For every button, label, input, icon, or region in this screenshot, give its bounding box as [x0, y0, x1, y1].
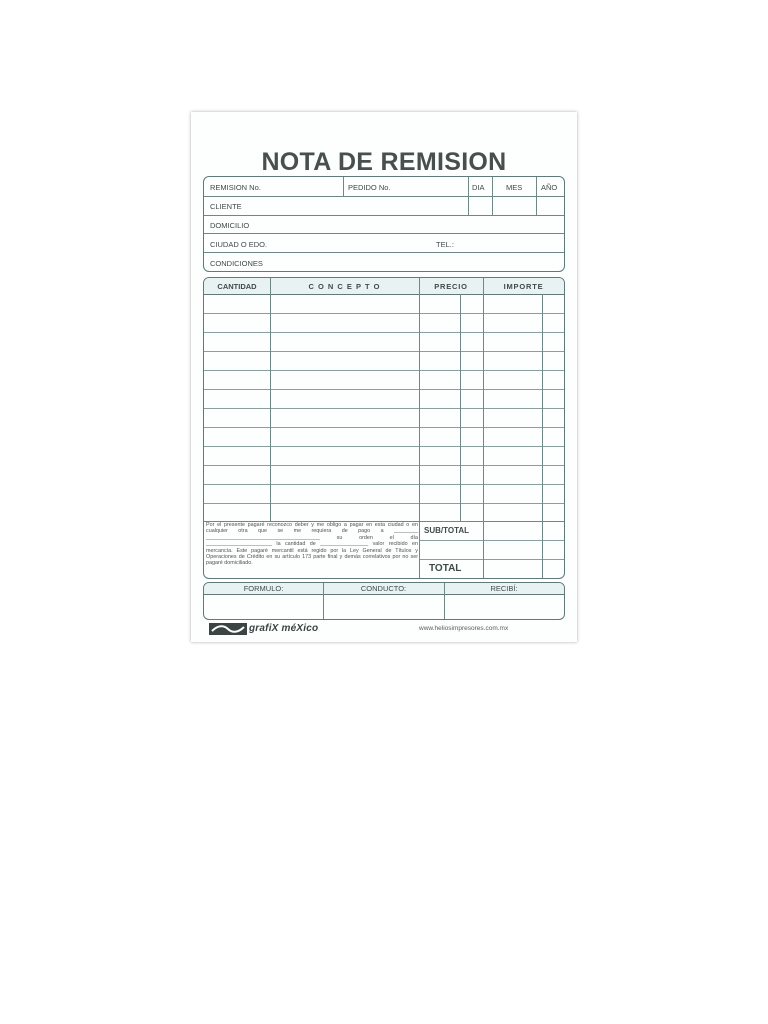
remision-number-label: REMISION No.: [210, 183, 261, 192]
header-vline: [536, 177, 537, 215]
item-row-line: [204, 408, 564, 409]
pedido-number-label: PEDIDO No.: [348, 183, 391, 192]
item-row-line: [204, 465, 564, 466]
domicilio-label: DOMICILIO: [210, 221, 250, 230]
dia-label: DIA: [472, 183, 485, 192]
item-row-line: [204, 446, 564, 447]
grafix-wave-logo-icon: [209, 623, 247, 635]
mes-label: MES: [506, 183, 523, 192]
ciudad-label: CIUDAD O EDO.: [210, 240, 268, 249]
brand-name: grafiX méXico: [249, 623, 319, 634]
item-col-line: [483, 278, 484, 578]
cliente-label: CLIENTE: [210, 202, 242, 211]
item-row-line: [204, 484, 564, 485]
items-table: [203, 277, 565, 579]
remission-note-form: [191, 112, 577, 642]
header-divider: [204, 233, 564, 234]
item-row-line: [204, 370, 564, 371]
header-vline: [468, 177, 469, 215]
item-row-line: [204, 351, 564, 352]
signature-box: [203, 582, 565, 620]
website-url: www.heliosimpresores.com.mx: [419, 625, 509, 632]
header-divider: [204, 215, 564, 216]
item-col-line: [270, 278, 271, 521]
formulo-label: FORMULO:: [243, 584, 284, 593]
anio-label: AÑO: [541, 183, 558, 192]
form-title: NOTA DE REMISION: [261, 148, 507, 176]
subtotal-label: SUB/TOTAL: [424, 526, 470, 535]
header-divider: [204, 196, 564, 197]
promissory-note-text: Por el presente pagaré reconozco deber y me obligo a pagar en esta ciudad o en cualquier otra que se me requiera de pago a ________ ______________________________________ su orden el día ______________________ la cantidad de ________________ valor recibido en mercancía. Este pagaré mercantil está regido por la Ley General de Títulos y Operaciones de Crédito en su artículo 173 parte final y demás correlativos por no ser pagaré domiciliado.: [206, 522, 418, 567]
conducto-label: CONDUCTO:: [360, 584, 407, 593]
header-divider: [204, 252, 564, 253]
item-col-line: [419, 278, 420, 578]
item-col-line: [542, 294, 543, 578]
condiciones-label: CONDICIONES: [210, 259, 263, 268]
item-row-line: [204, 427, 564, 428]
item-row-line: [204, 389, 564, 390]
header-vline: [343, 177, 344, 196]
col-importe: IMPORTE: [503, 282, 544, 291]
item-row-line: [204, 332, 564, 333]
col-precio: PRECIO: [434, 282, 468, 291]
total-label: TOTAL: [429, 563, 462, 574]
item-col-line: [460, 294, 461, 521]
item-row-line: [204, 313, 564, 314]
item-row-line: [204, 503, 564, 504]
recibi-label: RECIBÍ:: [490, 584, 518, 593]
header-box: [203, 176, 565, 272]
tel-label: TEL.:: [436, 240, 454, 249]
col-cantidad: CANTIDAD: [217, 282, 257, 291]
col-concepto: C O N C E P T O: [308, 282, 381, 291]
header-vline: [492, 177, 493, 215]
